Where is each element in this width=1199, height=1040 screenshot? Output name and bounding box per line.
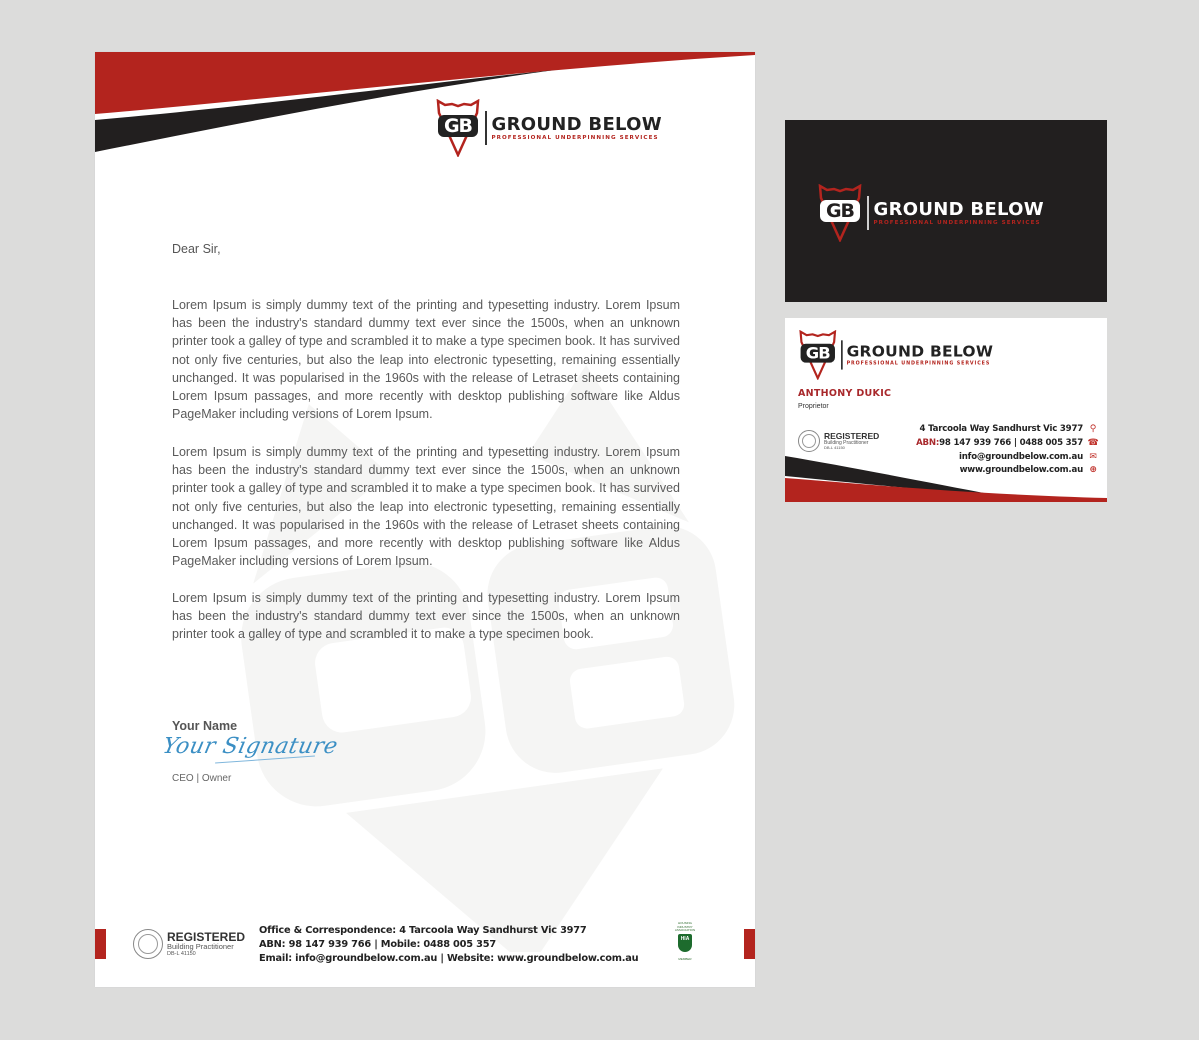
business-card-front bbox=[785, 120, 1107, 302]
footer-accent-bar-right bbox=[744, 929, 755, 959]
email-icon: ✉ bbox=[1089, 451, 1097, 462]
footer-address: Office & Correspondence: 4 Tarcoola Way Sandhurst Vic 3977 bbox=[259, 925, 587, 936]
card-person-name: ANTHONY DUKIC bbox=[798, 388, 892, 399]
registered-subtitle: Building Practitioner bbox=[167, 942, 234, 951]
card-address-line bbox=[920, 423, 1099, 437]
salutation: Dear Sir, bbox=[172, 242, 221, 256]
brand-name: GROUND BELOW bbox=[873, 198, 1044, 220]
hia-shield-icon bbox=[678, 934, 692, 952]
registered-subtitle: Building Practitioner bbox=[824, 439, 869, 446]
card-back-logo bbox=[798, 330, 993, 380]
letterhead-logo bbox=[435, 99, 662, 157]
footer-contact bbox=[259, 924, 638, 967]
globe-icon: ⊕ bbox=[1089, 465, 1097, 476]
signoff-title: CEO | Owner bbox=[172, 773, 232, 784]
card-address: 4 Tarcoola Way Sandhurst Vic 3977 bbox=[919, 424, 1083, 434]
footer-abn-mobile: ABN: 98 147 939 766 | Mobile: 0488 005 357 bbox=[259, 939, 496, 951]
brand-name: GROUND BELOW bbox=[491, 113, 662, 135]
registered-seal-icon bbox=[133, 929, 163, 959]
brand-name: GROUND BELOW bbox=[846, 342, 994, 361]
brand-initials: GB bbox=[438, 115, 478, 137]
brand-initials: GB bbox=[801, 344, 835, 363]
logo-divider bbox=[841, 340, 842, 369]
gb-shield-icon bbox=[817, 184, 863, 242]
registered-label: REGISTERED bbox=[167, 930, 246, 944]
logo-divider bbox=[867, 196, 869, 230]
logo-divider bbox=[485, 111, 487, 145]
brand-tagline: PROFESSIONAL UNDERPINNING SERVICES bbox=[491, 134, 659, 141]
signature: Your Signature bbox=[160, 734, 341, 759]
registered-number: DB-L 41150 bbox=[824, 445, 845, 450]
hia-caption: HOUSING INDUSTRY ASSOCIATION bbox=[674, 921, 696, 932]
card-front-logo bbox=[817, 184, 1044, 242]
card-footer-swoosh bbox=[785, 452, 1107, 502]
card-email: info@groundbelow.com.au bbox=[959, 451, 1083, 462]
registered-number: DB-L 41150 bbox=[167, 951, 196, 957]
brand-tagline: PROFESSIONAL UNDERPINNING SERVICES bbox=[873, 219, 1041, 226]
gb-watermark bbox=[205, 352, 755, 952]
hia-label: HIA bbox=[680, 935, 690, 942]
abn-label: ABN: bbox=[916, 437, 940, 448]
card-abn-phone: 98 147 939 766 | 0488 005 357 bbox=[939, 437, 1083, 448]
letterhead-page bbox=[95, 52, 755, 987]
phone-icon: ☎ bbox=[1087, 437, 1099, 448]
business-card-back bbox=[785, 318, 1107, 502]
gb-shield-icon bbox=[798, 330, 838, 380]
gb-shield-icon bbox=[435, 99, 481, 157]
hia-member-badge bbox=[675, 922, 695, 961]
registered-label: REGISTERED bbox=[824, 430, 880, 441]
footer-accent-bar-left bbox=[95, 929, 106, 959]
card-website: www.groundbelow.com.au bbox=[959, 465, 1083, 476]
footer-email-website: Email: info@groundbelow.com.au | Website: www.groundbelow.com.au bbox=[259, 953, 639, 965]
signoff-name: Your Name bbox=[172, 719, 238, 733]
hia-member-label: MEMBER bbox=[678, 956, 692, 961]
body-paragraph: Lorem Ipsum is simply dummy text of the printing and typesetting industry. Lorem Ipsum has been the industry's standard dummy text ever since the 1500s, when an unknown printer took a galley of type and scrambled it to make a type specimen book. It has survived not only five centuries, but also the leap into electronic typesetting, remaining essentially unchanged. It was popularised in the 1960s with the release of Letraset sheets containing Lorem Ipsum passages, and more recently with desktop publishing software like Aldus PageMaker including versions of Lorem Ipsum. bbox=[172, 298, 680, 422]
body-paragraph: Lorem Ipsum is simply dummy text of the printing and typesetting industry. Lorem Ipsum has been the industry's standard dummy text ever since the 1500s, when an unknown printer took a galley of type and scrambled it to make a type specimen book. bbox=[172, 591, 680, 642]
registered-builder-badge bbox=[133, 929, 245, 959]
card-abn-phone-line bbox=[916, 437, 1098, 451]
registered-seal-icon bbox=[798, 430, 820, 452]
location-pin-icon: ⚲ bbox=[1089, 424, 1097, 434]
body-paragraph: Lorem Ipsum is simply dummy text of the printing and typesetting industry. Lorem Ipsum has been the industry's standard dummy text ever since the 1500s, when an unknown printer took a galley of type and scrambled it to make a type specimen book. It has survived not only five centuries, but also the leap into electronic typesetting, remaining essentially unchanged. It was popularised in the 1960s with the release of Letraset sheets containing Lorem Ipsum passages, and more recently with desktop publishing software like Aldus PageMaker including versions of Lorem Ipsum. bbox=[172, 445, 680, 569]
brand-tagline: PROFESSIONAL UNDERPINNING SERVICES bbox=[846, 360, 991, 366]
brand-initials: GB bbox=[820, 200, 860, 222]
card-person-role: Proprietor bbox=[798, 403, 829, 410]
registered-builder-badge bbox=[798, 430, 879, 452]
